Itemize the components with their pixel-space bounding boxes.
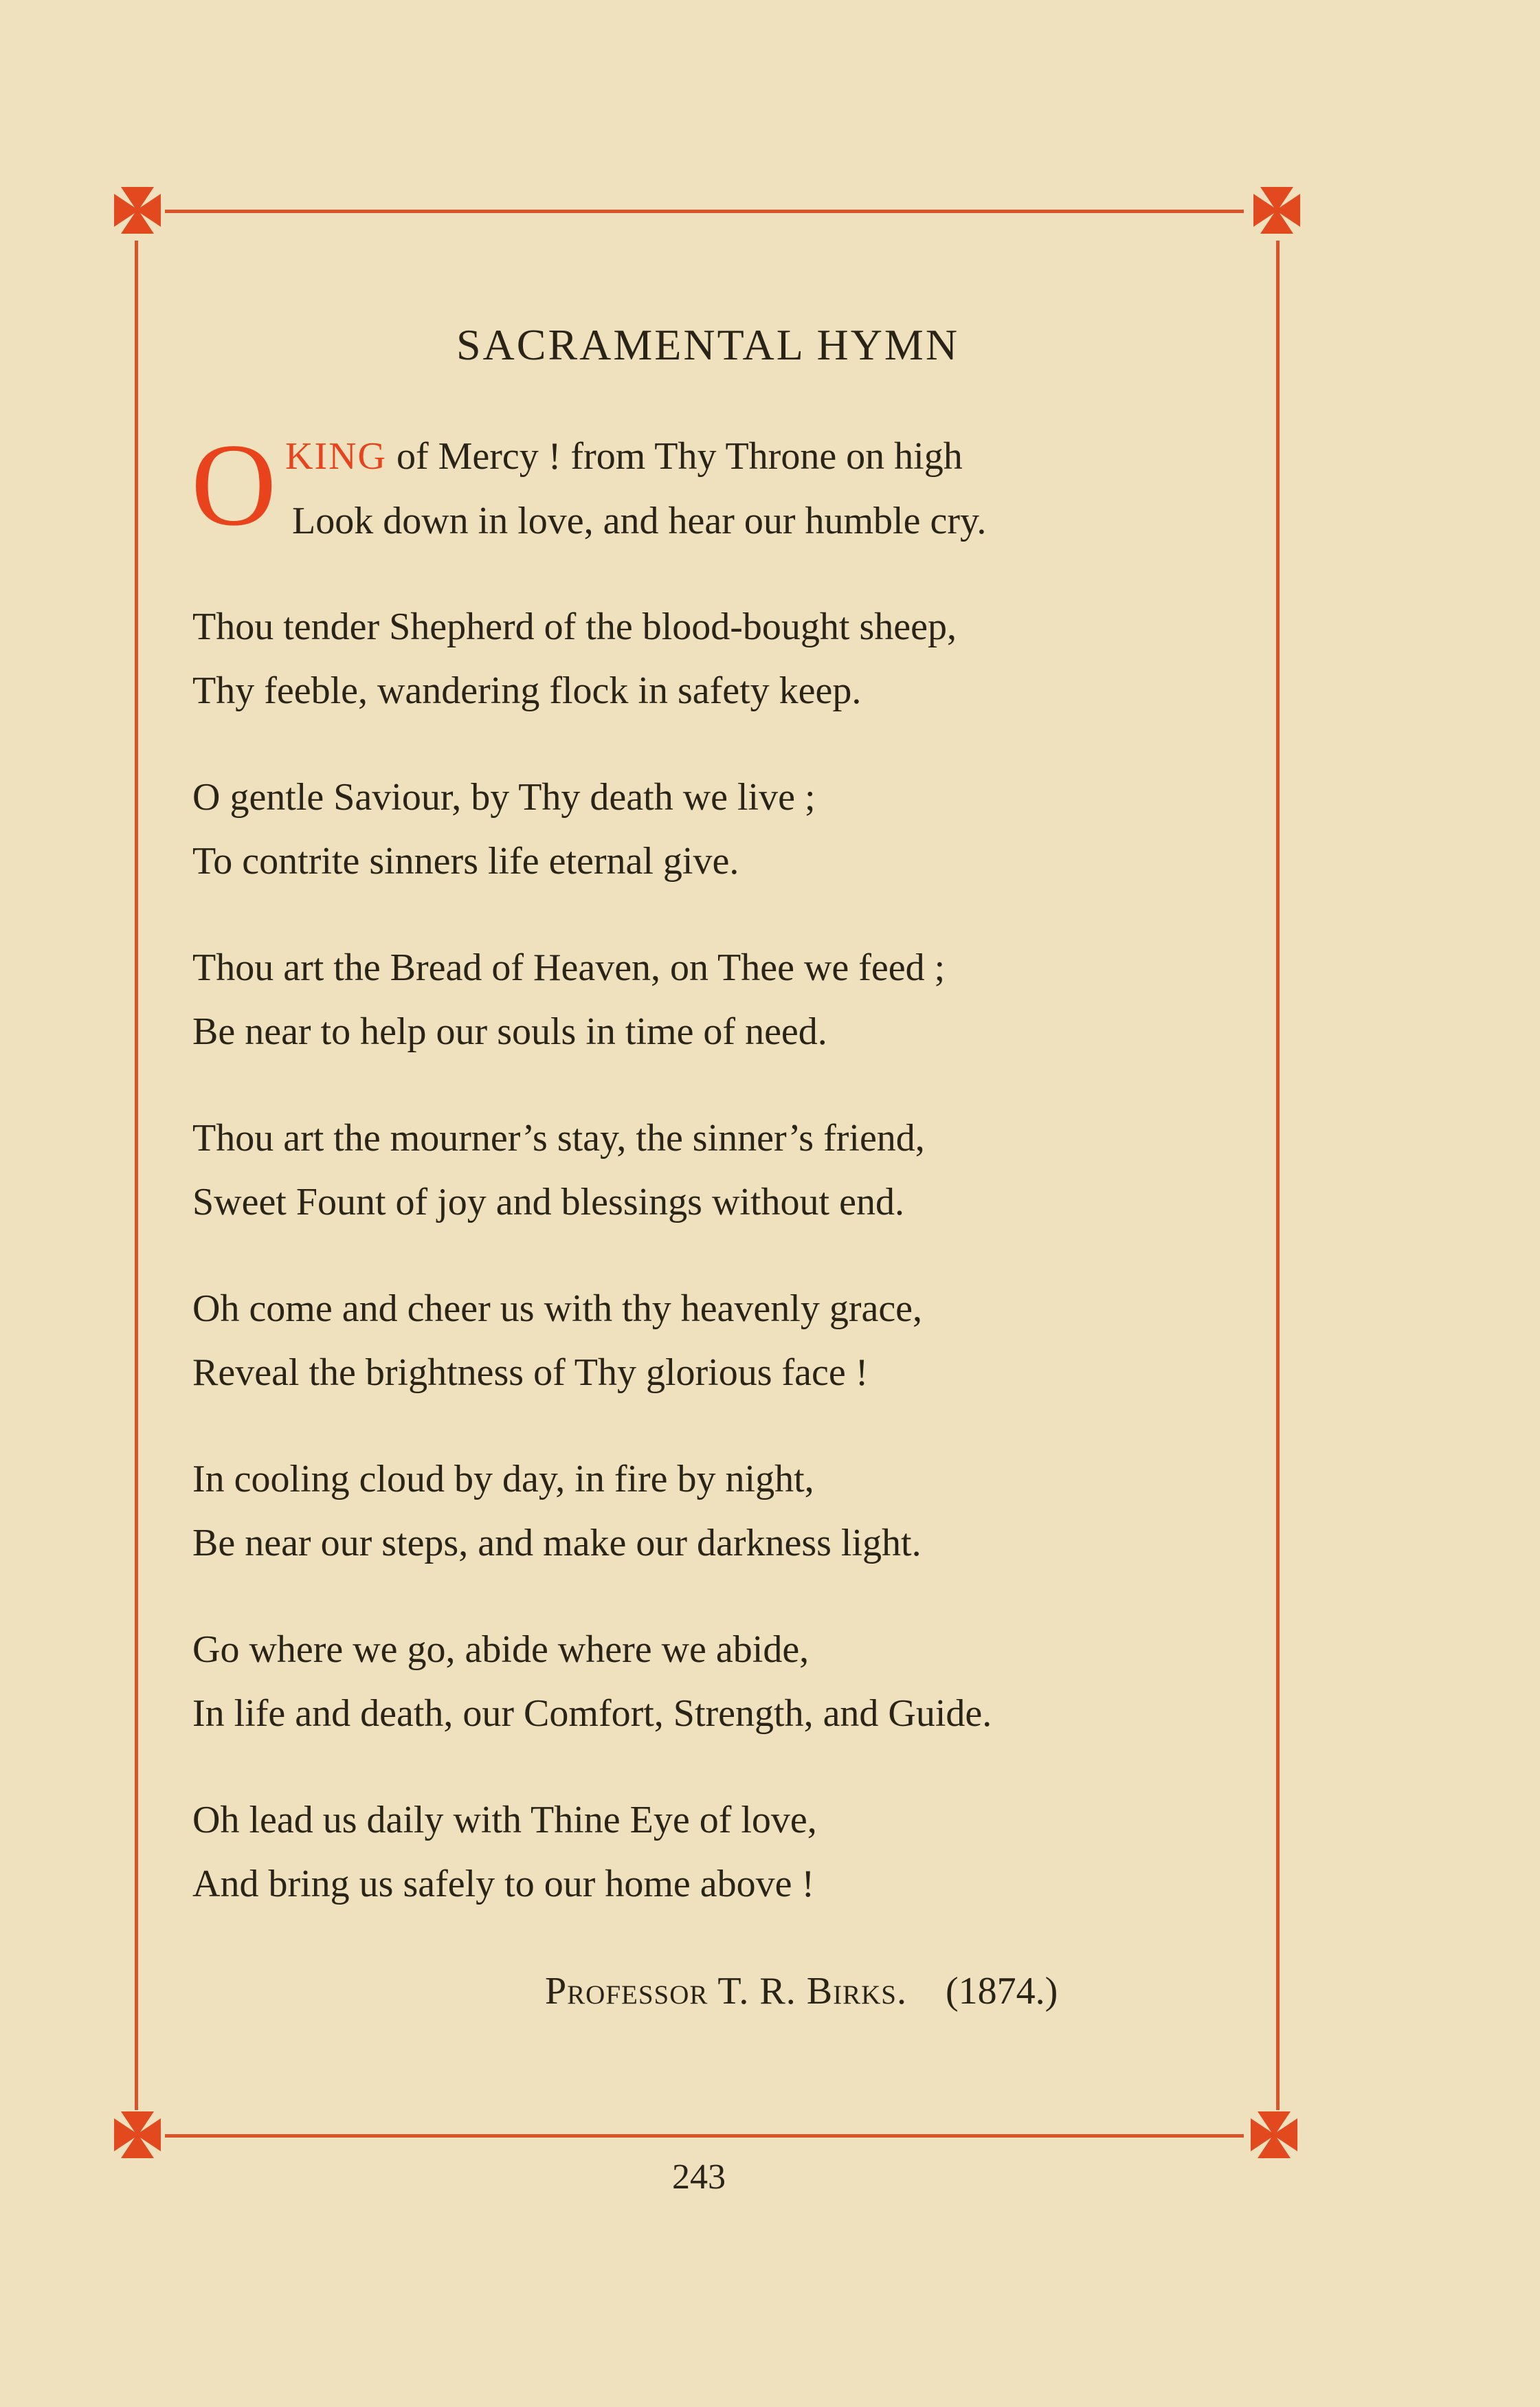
- verse-line: To contrite sinners life eternal give.: [192, 840, 739, 883]
- verse-line: Be near to help our souls in time of need.: [192, 1010, 827, 1053]
- drop-cap: O: [191, 420, 277, 551]
- verse-line: Thou tender Shepherd of the blood-bought sheep,: [192, 606, 957, 648]
- verse-line: Oh come and cheer us with thy heavenly grace,: [192, 1287, 923, 1330]
- author-name: Professor T. R. Birks.: [545, 1970, 907, 2012]
- red-initial-word: KING: [285, 435, 387, 478]
- attribution-year: (1874.): [946, 1970, 1058, 2012]
- border-top: [165, 210, 1244, 213]
- cross-pattee-icon: [1251, 184, 1303, 236]
- verse-line: Reveal the brightness of Thy glorious face !: [192, 1351, 869, 1394]
- verse-line: [285, 434, 963, 478]
- verse-line: Look down in love, and hear our humble cry.: [292, 500, 987, 542]
- verse-line: Oh lead us daily with Thine Eye of love,: [192, 1799, 817, 1841]
- verse-line: And bring us safely to our home above !: [192, 1863, 815, 1905]
- verse-line: In cooling cloud by day, in fire by night,: [192, 1458, 814, 1500]
- verse-line: Be near our steps, and make our darkness light.: [192, 1522, 922, 1564]
- cross-pattee-icon: [111, 184, 164, 236]
- cross-pattee-icon: [111, 2109, 164, 2161]
- attribution: [545, 1969, 1058, 2013]
- verse-line: O gentle Saviour, by Thy death we live ;: [192, 776, 816, 819]
- border-right: [1276, 241, 1280, 2110]
- verse-line: Thou art the mourner’s stay, the sinner’s friend,: [192, 1117, 925, 1160]
- verse-line: Thy feeble, wandering flock in safety keep.: [192, 669, 862, 712]
- page-number: 243: [672, 2158, 726, 2197]
- verse-line: In life and death, our Comfort, Strength, and Guide.: [192, 1692, 992, 1735]
- verse-line: Sweet Fount of joy and blessings without end.: [192, 1181, 904, 1223]
- verse-line: Thou art the Bread of Heaven, on Thee we feed ;: [192, 946, 946, 989]
- hymn-title: SACRAMENTAL HYMN: [456, 320, 960, 369]
- border-left: [135, 241, 138, 2110]
- cross-pattee-icon: [1248, 2109, 1300, 2161]
- verse-line: Go where we go, abide where we abide,: [192, 1628, 810, 1671]
- border-bottom: [165, 2134, 1244, 2138]
- verse-line-text: of Mercy ! from Thy Throne on high: [396, 435, 963, 478]
